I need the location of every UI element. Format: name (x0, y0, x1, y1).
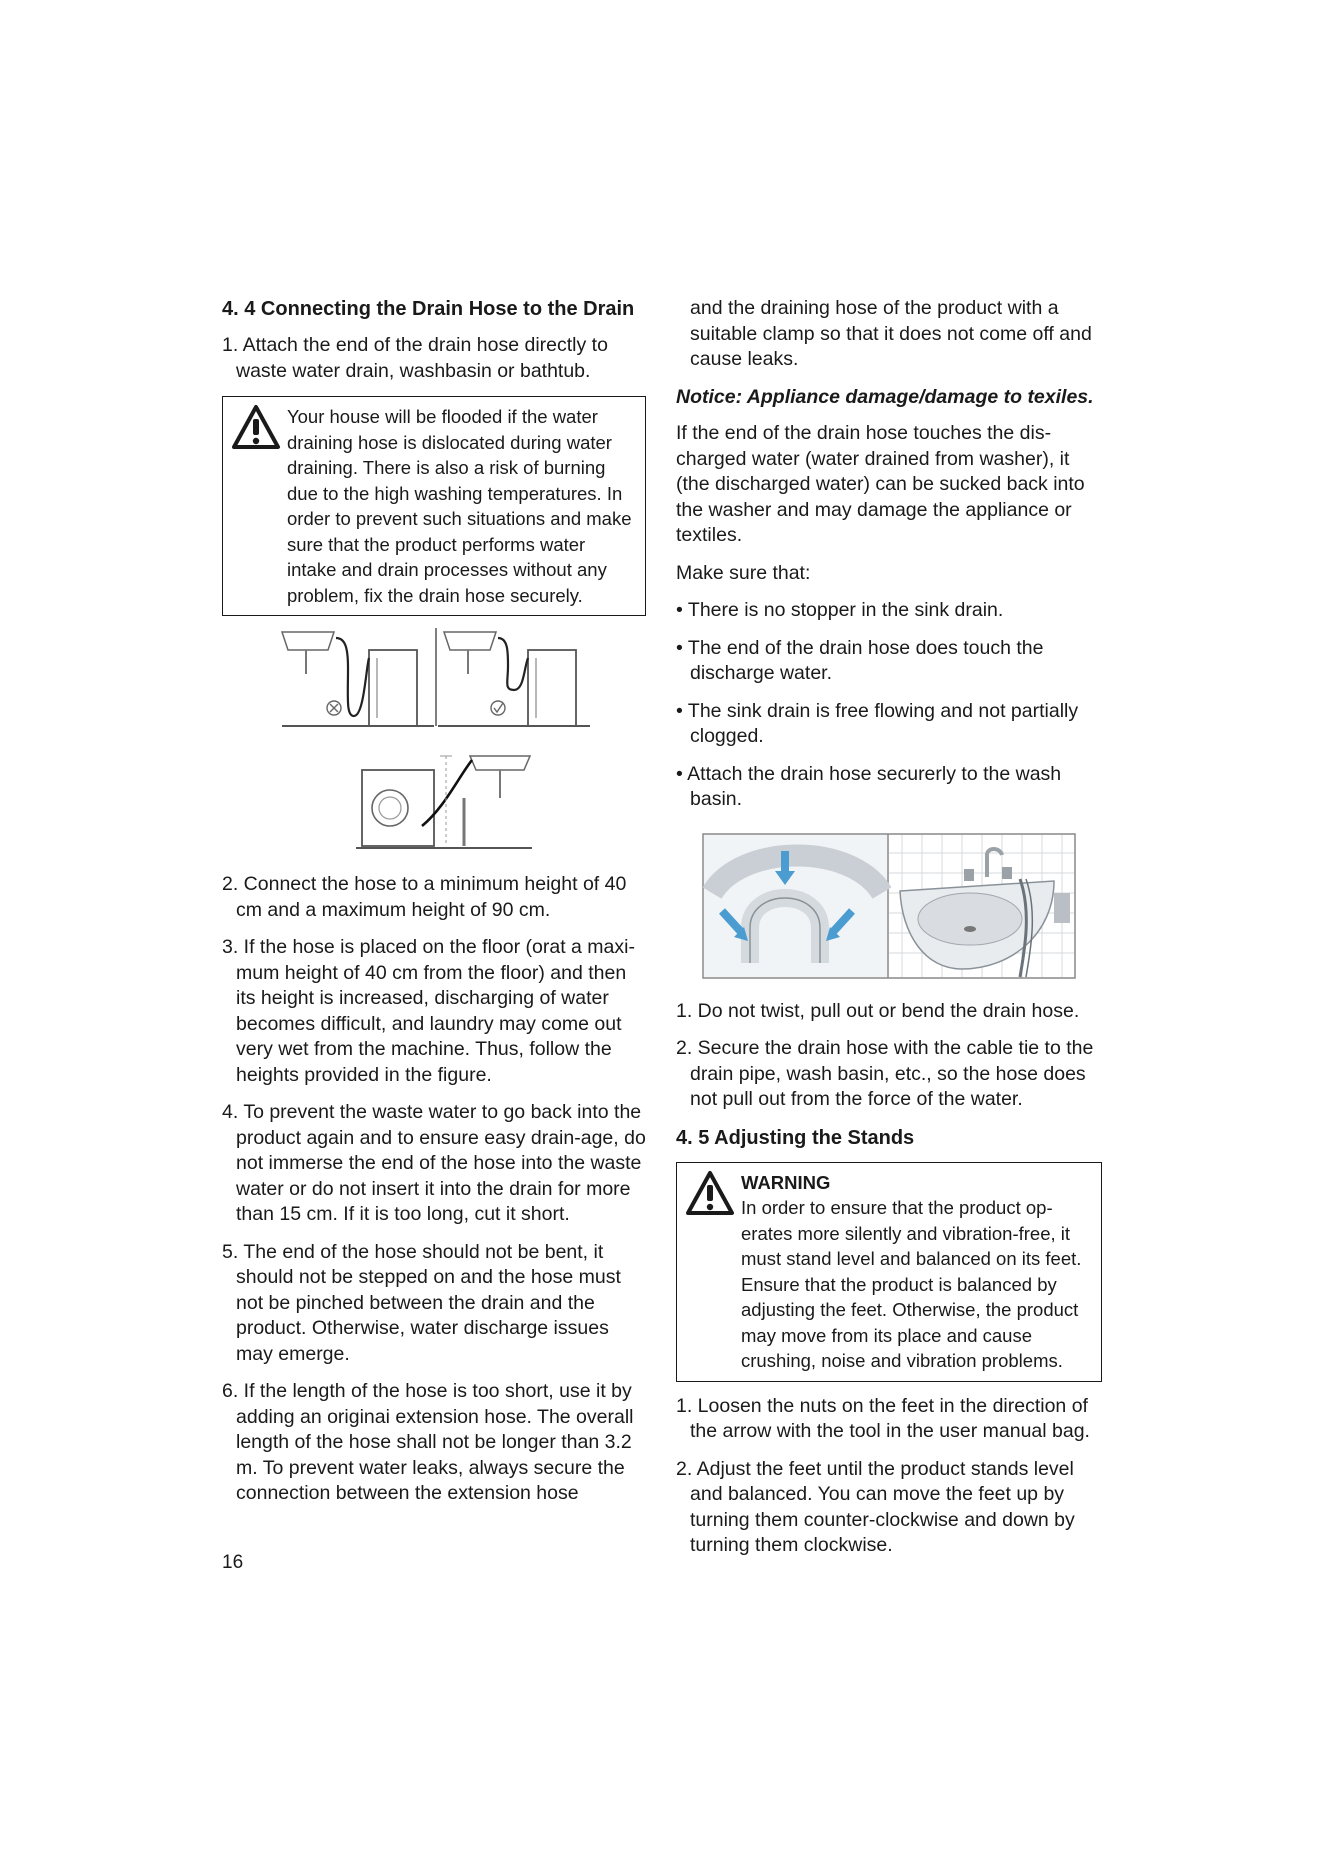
drain-step-6: 6. If the length of the hose is too short, use it by adding an originai extension hose. The overall length of the hose shall not be longer than 3.2 m. To prevent water leaks, always secure the connection between the extension hose (222, 1380, 634, 1504)
drain-height-figure (274, 628, 594, 858)
drain-step-4: 4. To prevent the waste water to go back into the product again and to ensure easy drain-age, do not immerse the end of the hose into the waste water or do not insert it into the drain for more than 15 cm. If it is too long, cut it short. (222, 1101, 646, 1225)
hose-step-2: 2. Secure the drain hose with the cable tie to the drain pipe, wash basin, etc., so the hose does not pull out from the force of the water. (676, 1037, 1094, 1110)
warning-title: WARNING (741, 1171, 831, 1193)
bullet-item: • Attach the drain hose securerly to the wash basin. (676, 762, 1062, 810)
right-column (676, 296, 1102, 1571)
stands-warning-box (676, 1162, 1102, 1382)
make-sure-label: Make sure that: (676, 561, 811, 584)
left-column (222, 296, 646, 1519)
drain-step-3: 3. If the hose is placed on the floor (orat a maxi-mum height of 40 cm from the floor) and then its height is increased, discharging of water becomes difficult, and laundry may come out very wet from the machine. Thus, follow the heights provided in the figure. (222, 936, 635, 1086)
drain-step-1: 1. Attach the end of the drain hose directly to waste water drain, washbasin or bathtub. (222, 334, 608, 382)
bullet-item: • There is no stopper in the sink drain. (676, 599, 1004, 621)
hose-clamp-figure (702, 833, 1076, 979)
stands-step-2: 2. Adjust the feet until the product stands level and balanced. You can move the feet up by turning them counter-clockwise and down by turning them clockwise. (676, 1457, 1075, 1556)
section-heading-stands: 4. 5 Adjusting the Stands (676, 1126, 915, 1149)
stands-step-1: 1. Loosen the nuts on the feet in the direction of the arrow with the tool in the user manual bag. (676, 1394, 1090, 1442)
stands-warning-text: In order to ensure that the product op-erates more silently and vibration-free, it must stand level and balanced on its feet. Ensure that the product is balanced by adjusting the feet. Otherwise, the product may move from its place and cause crushing, noise and vibration problems. (741, 1197, 1082, 1371)
notice-paragraph: If the end of the drain hose touches the dis-charged water (water drained from washer), it (the discharged water) can be sucked back into the washer and may damage the appliance or textiles. (676, 422, 1085, 546)
drain-step-2: 2. Connect the hose to a minimum height of 40 cm and a maximum height of 90 cm. (222, 873, 627, 921)
warning-triangle-icon (685, 1170, 741, 1374)
flood-warning-box (222, 396, 646, 616)
bullet-item: • The sink drain is free flowing and not partially clogged. (676, 699, 1079, 747)
notice-heading: Notice: Appliance damage/damage to texiles. (676, 385, 1094, 408)
section-heading-drain: 4. 4 Connecting the Drain Hose to the Drain (222, 298, 635, 320)
page-number: 16 (222, 1552, 244, 1573)
bullet-item: • The end of the drain hose does touch the discharge water. (676, 636, 1044, 684)
warning-triangle-icon (231, 404, 287, 608)
flood-warning-text: Your house will be flooded if the water draining hose is dislocated during water draining. There is also a risk of burning due to the high washing temperatures. In order to prevent such situations and make sure that the product performs water intake and drain processes without any problem, fix the drain hose securely. (287, 406, 632, 606)
drain-step-5: 5. The end of the hose should not be bent, it should not be stepped on and the hose must not be pinched between the drain and the product. Otherwise, water discharge issues may emerge. (222, 1240, 621, 1365)
continued-text: and the draining hose of the product with a suitable clamp so that it does not come off and cause leaks. (690, 297, 1092, 370)
hose-step-1: 1. Do not twist, pull out or bend the drain hose. (676, 999, 1080, 1022)
